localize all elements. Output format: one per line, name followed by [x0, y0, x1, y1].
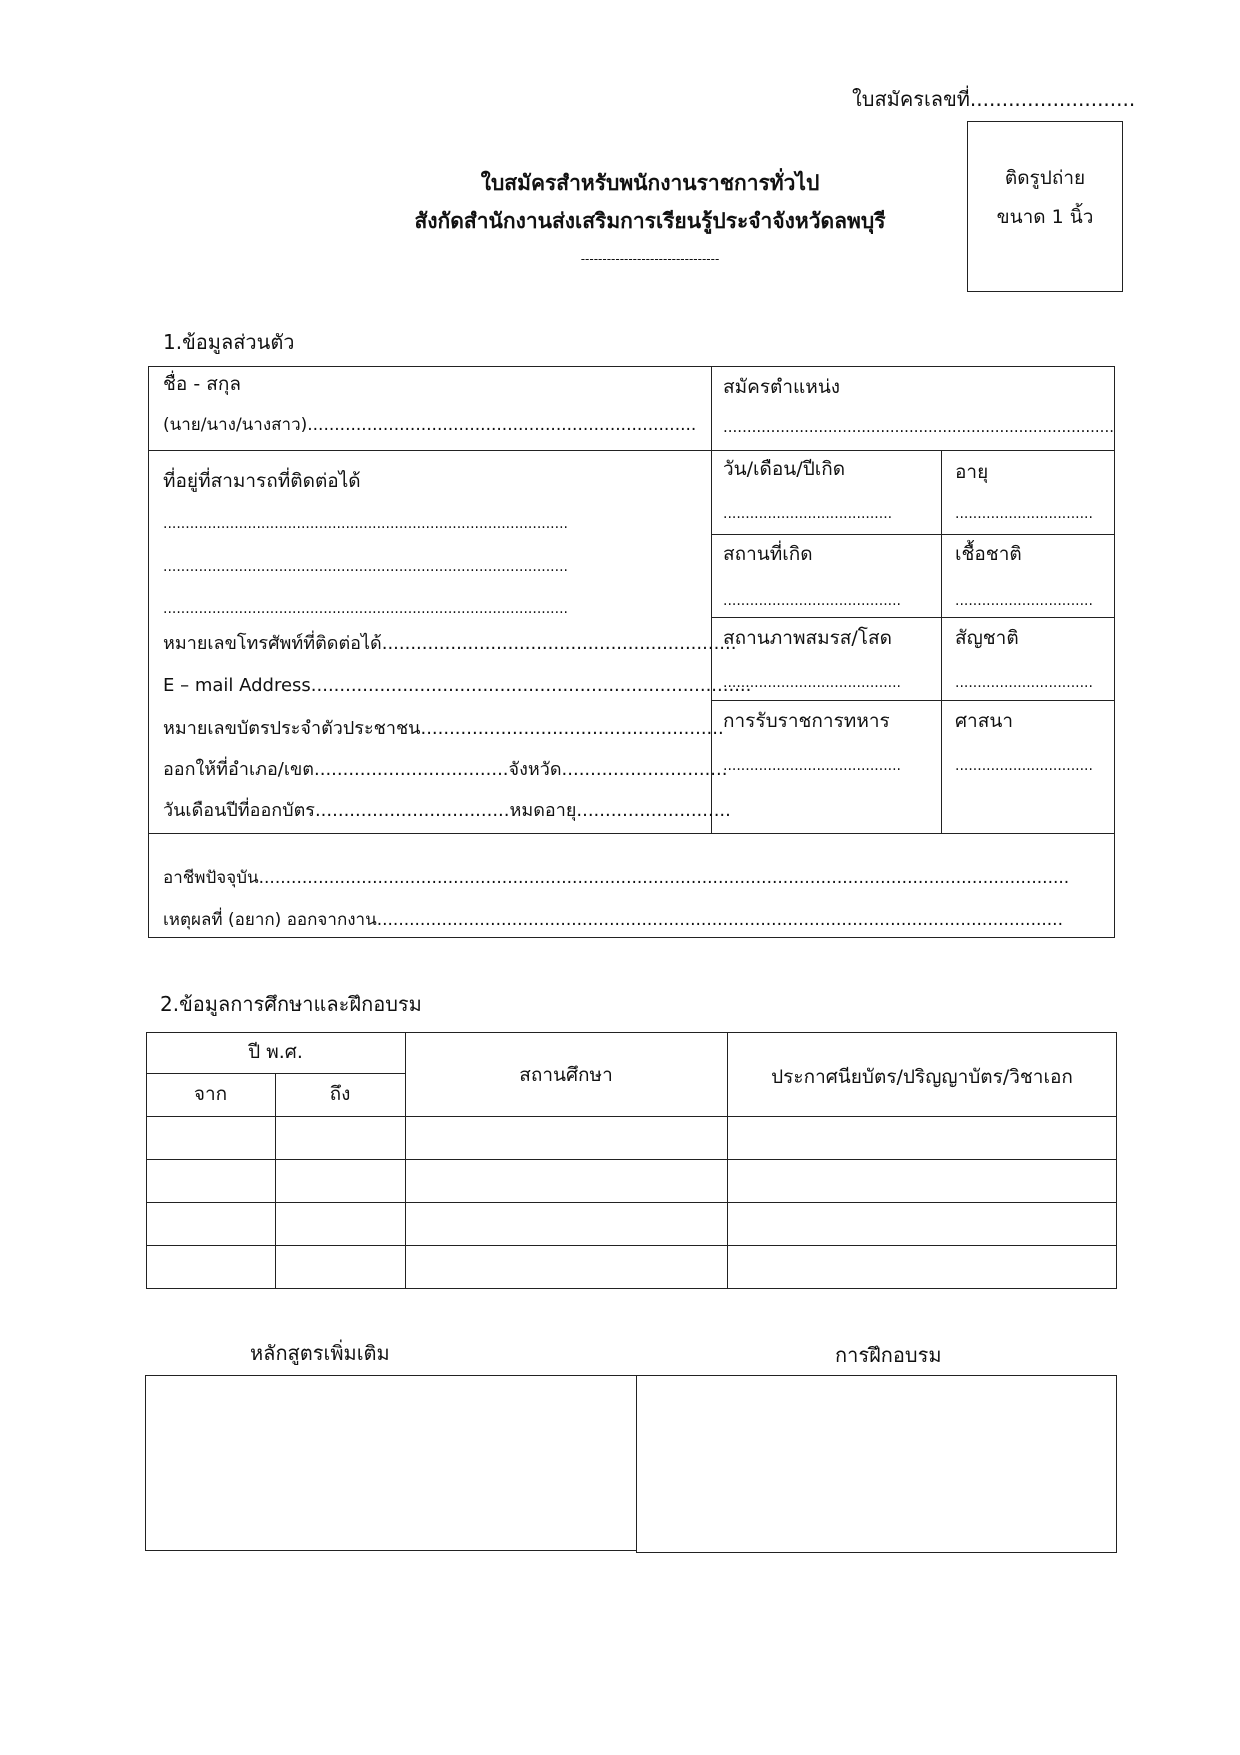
row-divider-3: [146, 1245, 1117, 1246]
divider-right-inner: [941, 450, 942, 833]
dob-label: วัน/เดือน/ปีเกิด: [723, 458, 846, 480]
occupation-field[interactable]: อาชีพปัจจุบัน......................................................................................................................................................: [163, 868, 1070, 888]
id-card-field[interactable]: หมายเลขบัตรประจำตัวประชาชน.....................................................: [163, 718, 724, 739]
position-label: สมัครตำแหน่ง: [723, 376, 841, 398]
email-field[interactable]: E – mail Address.............................................................................: [163, 675, 752, 696]
divider-bottom-section: [148, 833, 1115, 834]
birthplace-label: สถานที่เกิด: [723, 543, 813, 565]
training-label: การฝึกอบรม: [835, 1343, 942, 1367]
address-field-2[interactable]: ...........................................................................................: [163, 559, 568, 575]
photo-label-line2: ขนาด 1 นิ้ว: [996, 206, 1094, 228]
nationality-label: สัญชาติ: [955, 627, 1019, 649]
age-field[interactable]: ...............................: [955, 506, 1093, 522]
divider-row1: [148, 450, 1115, 451]
form-title-line1: ใบสมัครสำหรับพนักงานราชการทั่วไป: [480, 171, 820, 195]
issued-at-field[interactable]: ออกให้ที่อำเภอ/เขต..................................จังหวัด.............................: [163, 759, 728, 780]
marital-label: สถานภาพสมรส/โสด: [723, 627, 892, 649]
extra-course-label: หลักสูตรเพิ่มเติม: [250, 1341, 390, 1365]
extra-course-box[interactable]: [145, 1375, 637, 1551]
issue-date-field[interactable]: วันเดือนปีที่ออกบัตร..................................หมดอายุ...........................: [163, 800, 731, 821]
application-number[interactable]: ใบสมัครเลขที่..........................: [852, 87, 1136, 111]
address-label: ที่อยู่ที่สามารถที่ติดต่อได้: [163, 470, 361, 492]
ethnicity-field[interactable]: ...............................: [955, 593, 1093, 609]
row-divider-2: [146, 1202, 1117, 1203]
birthplace-field[interactable]: ........................................: [723, 593, 902, 609]
col-degree-header: ประกาศนียบัตร/ปริญญาบัตร/วิชาเอก: [771, 1066, 1073, 1088]
col-school-header: สถานศึกษา: [519, 1064, 613, 1086]
marital-field[interactable]: ........................................: [723, 675, 902, 691]
military-field[interactable]: ........................................: [723, 758, 902, 774]
divider-right-row3: [711, 617, 1115, 618]
col-year-header: ปี พ.ศ.: [248, 1041, 303, 1063]
name-field[interactable]: (นาย/นาง/นางสาว)........................................................................: [163, 415, 697, 435]
nationality-field[interactable]: ...............................: [955, 675, 1093, 691]
address-field-3[interactable]: ...........................................................................................: [163, 601, 568, 617]
section1-heading: 1.ข้อมูลส่วนตัว: [163, 330, 295, 354]
phone-field[interactable]: หมายเลขโทรศัพท์ที่ติดต่อได้..............................................................: [163, 633, 737, 654]
divider-right-row4: [711, 700, 1115, 701]
row-divider-1: [146, 1159, 1117, 1160]
reason-field[interactable]: เหตุผลที่ (อยาก) ออกจากงาน...............................................................................................................................: [163, 910, 1063, 930]
dob-field[interactable]: ......................................: [723, 506, 893, 522]
name-label: ชื่อ - สกุล: [163, 373, 241, 395]
col-to-header: ถึง: [329, 1083, 351, 1105]
section2-heading: 2.ข้อมูลการศึกษาและฝึกอบรม: [160, 992, 422, 1016]
religion-label: ศาสนา: [955, 710, 1013, 732]
title-underline: --------------------------------: [580, 252, 720, 266]
training-box[interactable]: [636, 1375, 1117, 1553]
col-divider-from-to: [275, 1073, 276, 1289]
divider-right-row2: [711, 534, 1115, 535]
form-title-line2: สังกัดสำนักงานส่งเสริมการเรียนรู้ประจำจังหวัดลพบุรี: [414, 209, 886, 233]
header-divider: [146, 1116, 1117, 1117]
photo-label-line1: ติดรูปถ่าย: [1004, 167, 1086, 189]
age-label: อายุ: [955, 461, 989, 483]
position-field[interactable]: ..................................................................................: [723, 418, 1114, 436]
col-from-header: จาก: [193, 1083, 228, 1105]
religion-field[interactable]: ...............................: [955, 758, 1093, 774]
ethnicity-label: เชื้อชาติ: [955, 543, 1022, 565]
military-label: การรับราชการทหาร: [723, 710, 890, 732]
address-field-1[interactable]: ...........................................................................................: [163, 516, 568, 532]
